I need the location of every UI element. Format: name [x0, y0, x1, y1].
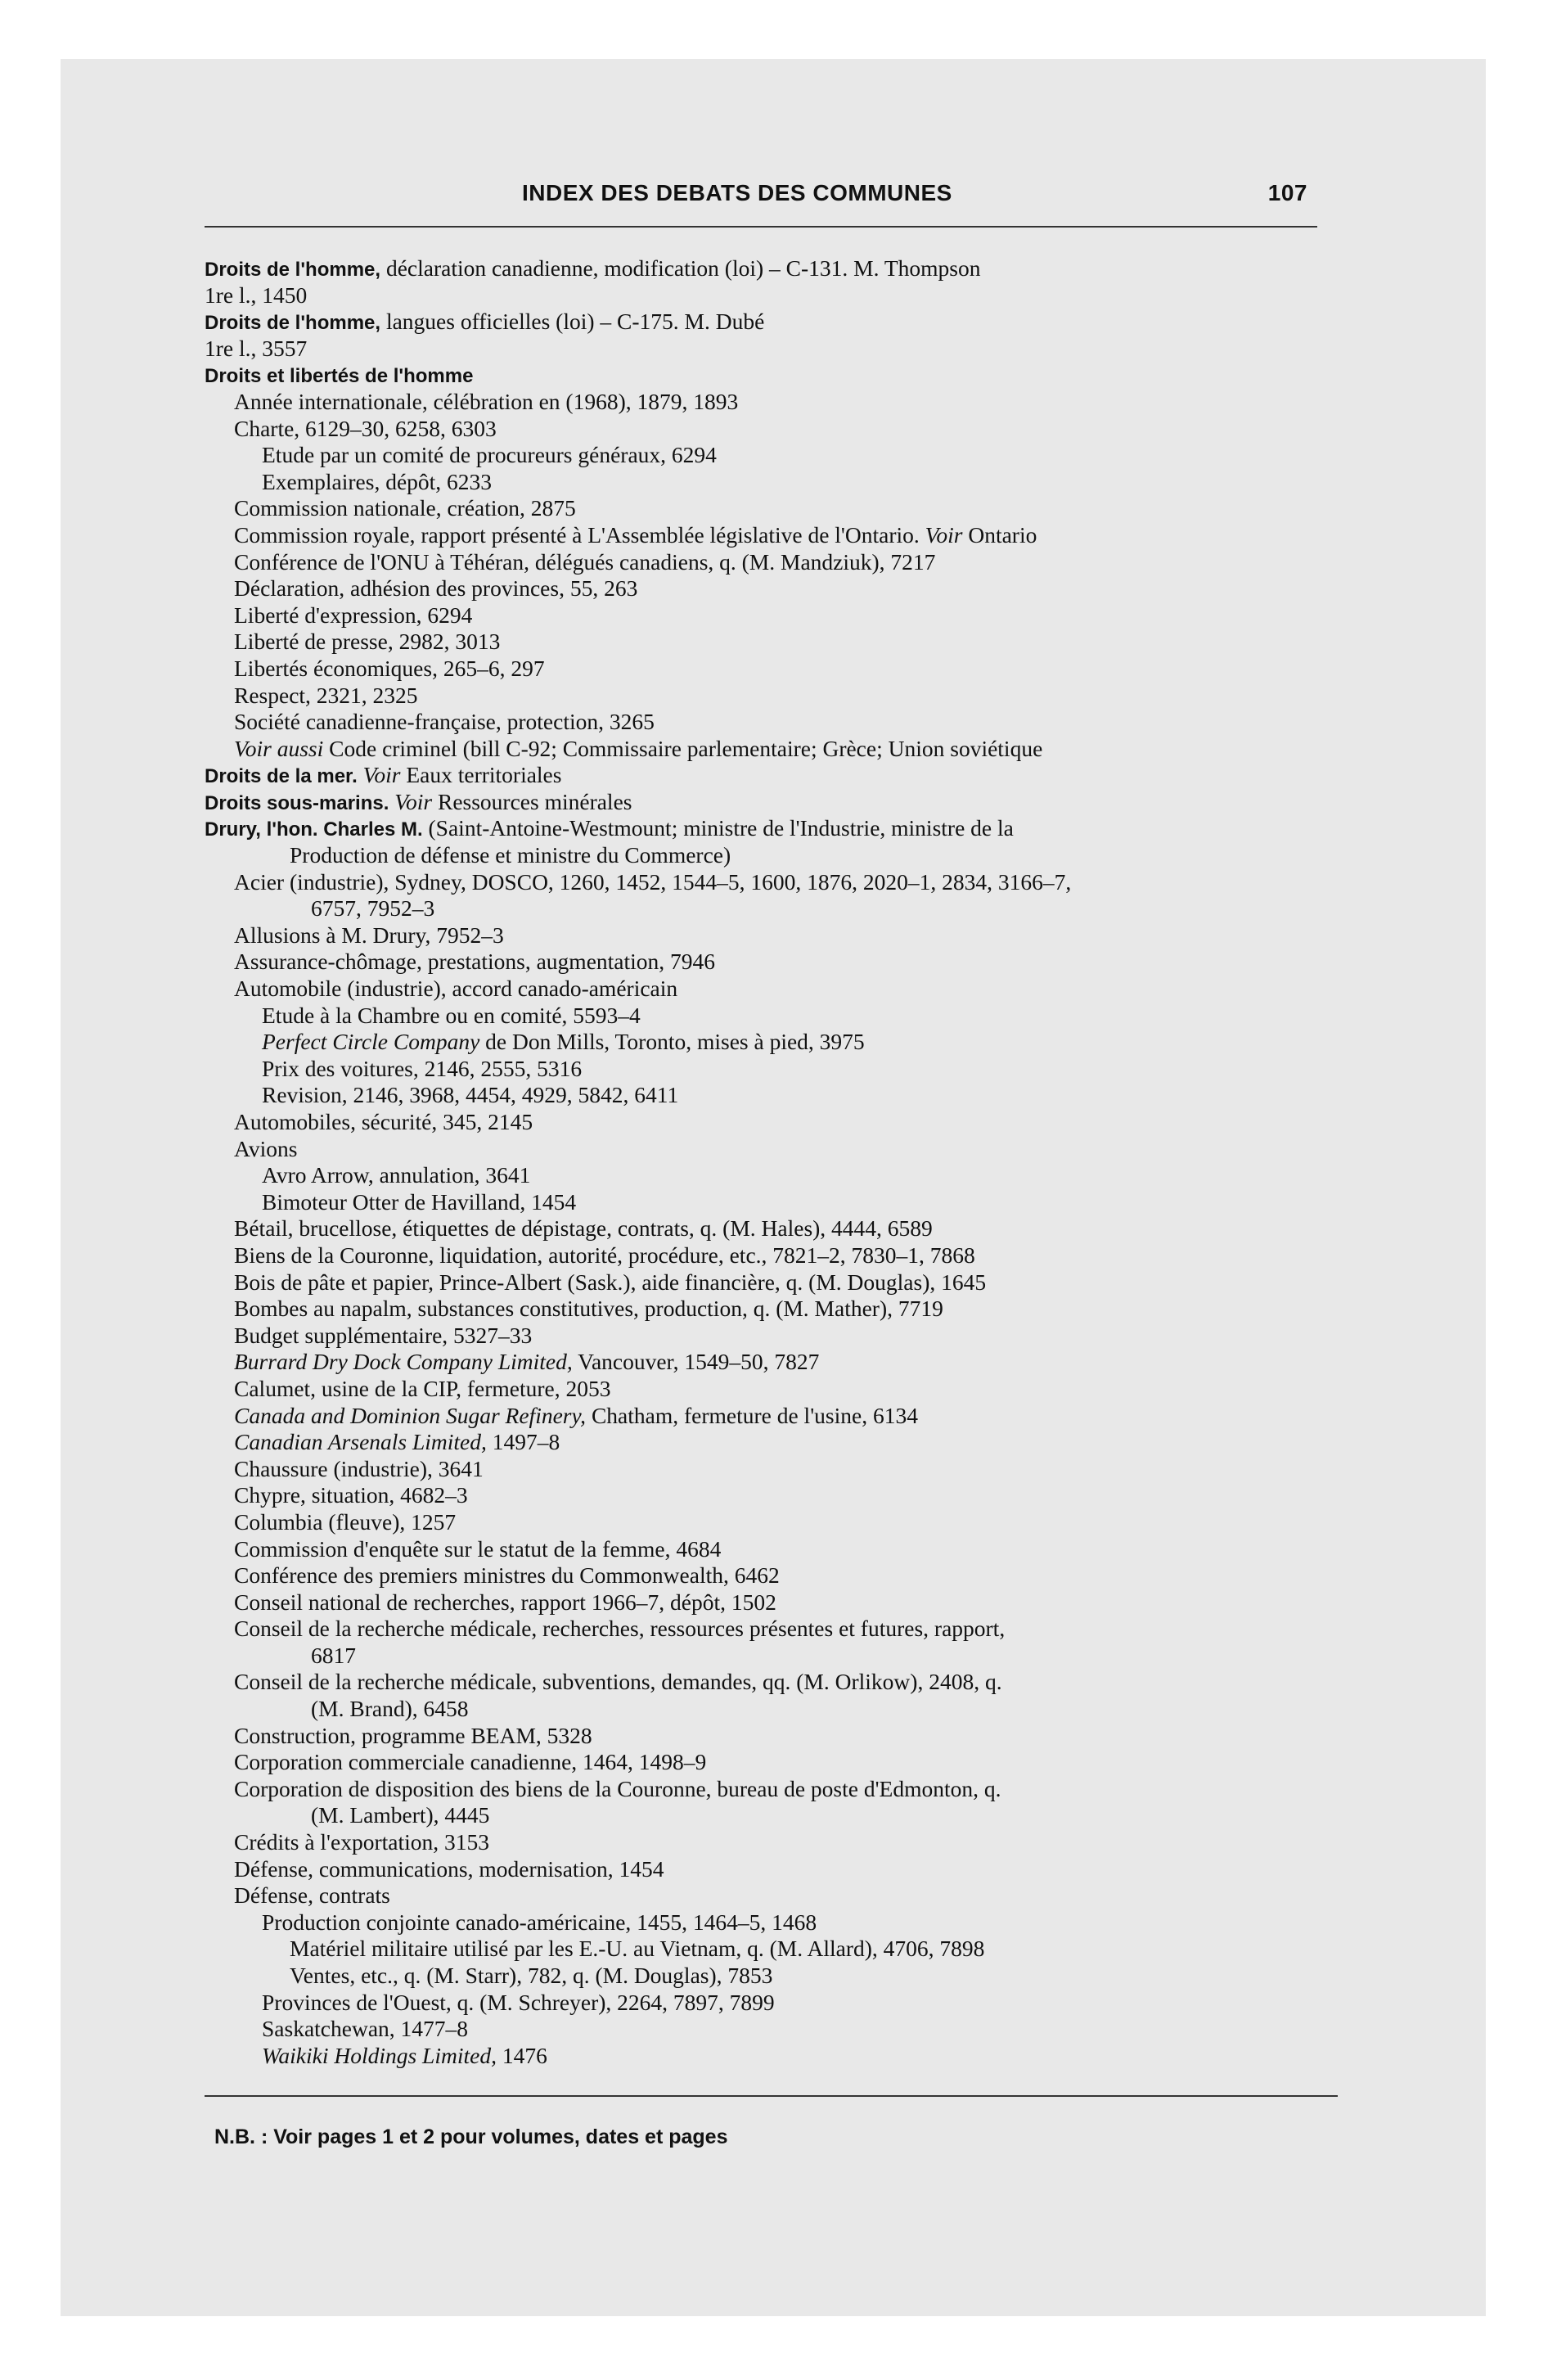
entry-text: Chatham, fermeture de l'usine, 6134	[586, 1402, 918, 1428]
entry-text: Corporation de disposition des biens de la Couronne, bureau de poste d'Edmonton, q.	[234, 1775, 1001, 1801]
index-entry-line	[205, 976, 1342, 1003]
entry-text: Columbia (fleuve), 1257	[234, 1508, 457, 1535]
entry-text: Conférence des premiers ministres du Commonwealth, 6462	[234, 1562, 780, 1589]
index-entry-line	[205, 895, 1342, 922]
index-entries	[205, 255, 1342, 2069]
index-entry-line	[205, 1269, 1342, 1296]
index-entry-line	[205, 1376, 1342, 1403]
entry-text: Acier (industrie), Sydney, DOSCO, 1260, 1452, 1544–5, 1600, 1876, 2020–1, 2834, 3166–7,	[234, 868, 1072, 895]
entry-text: Allusions à M. Drury, 7952–3	[234, 922, 504, 948]
index-entry-line	[205, 255, 1342, 282]
index-entry-line	[205, 1562, 1342, 1589]
entry-text: 1497–8	[486, 1429, 560, 1455]
index-entry-line	[205, 1029, 1342, 1056]
entry-text: 6757, 7952–3	[311, 895, 435, 922]
entry-heading: Droits et libertés de l'homme	[205, 365, 474, 388]
entry-text: de Don Mills, Toronto, mises à pied, 3975	[479, 1029, 865, 1055]
entry-italic-text: Voir aussi	[234, 735, 324, 761]
entry-text: Année internationale, célébration en (1968), 1879, 1893	[234, 388, 739, 414]
entry-text: Charte, 6129–30, 6258, 6303	[234, 415, 497, 441]
index-entry-line	[205, 1296, 1342, 1323]
index-entry-line	[205, 842, 1342, 869]
entry-text: Crédits à l'exportation, 3153	[234, 1829, 489, 1855]
index-entry-line	[205, 922, 1342, 949]
entry-text: Commission d'enquête sur le statut de la femme, 4684	[234, 1535, 722, 1562]
index-entry-line	[205, 336, 1342, 363]
index-entry-line	[205, 949, 1342, 976]
index-entry-line	[205, 1589, 1342, 1616]
entry-text: langues officielles (loi) – C-175. M. Dubé	[380, 309, 765, 335]
index-entry-line	[205, 1723, 1342, 1750]
entry-text: Chypre, situation, 4682–3	[234, 1482, 468, 1508]
index-entry-line	[205, 362, 1342, 389]
index-entry-line	[205, 1349, 1342, 1376]
entry-text: Conseil national de recherches, rapport 1966–7, dépôt, 1502	[234, 1589, 776, 1615]
entry-text: Calumet, usine de la CIP, fermeture, 2053	[234, 1375, 611, 1401]
header-rule	[205, 226, 1317, 228]
page-header	[522, 180, 1307, 213]
index-entry-line	[205, 762, 1342, 789]
entry-heading: Drury, l'hon. Charles M.	[205, 818, 423, 841]
entry-heading: Droits de l'homme,	[205, 259, 381, 281]
entry-text: Ventes, etc., q. (M. Starr), 782, q. (M. Douglas), 7853	[290, 1963, 773, 1988]
index-entry-line	[205, 442, 1342, 469]
index-entry-line	[205, 1909, 1342, 1936]
index-entry-line	[205, 1536, 1342, 1563]
index-entry-line	[205, 1990, 1342, 2017]
entry-italic-text: Canada and Dominion Sugar Refinery,	[234, 1402, 587, 1428]
entry-italic-text: Burrard Dry Dock Company Limited,	[234, 1349, 573, 1375]
entry-text: Conseil de la recherche médicale, recherches, ressources présentes et futures, rapport,	[234, 1616, 1006, 1642]
entry-text: Défense, communications, modernisation, 1454	[234, 1855, 664, 1882]
page-number: 107	[1267, 180, 1307, 205]
entry-text: Production conjointe canado-américaine, 1455, 1464–5, 1468	[262, 1909, 817, 1935]
index-entry-line	[205, 709, 1342, 736]
index-entry-line	[205, 869, 1342, 896]
entry-italic-text: Voir	[394, 788, 433, 814]
index-entry-line	[205, 1189, 1342, 1216]
index-entry-line	[205, 1616, 1342, 1643]
entry-text: Société canadienne-française, protection, 3265	[234, 709, 655, 735]
entry-text: Saskatchewan, 1477–8	[262, 2016, 469, 2042]
entry-text: Bombes au napalm, substances constitutives, production, q. (M. Mather), 7719	[234, 1296, 943, 1322]
index-entry-line	[205, 1215, 1342, 1242]
index-entry-line	[205, 1109, 1342, 1136]
entry-text: Etude à la Chambre ou en comité, 5593–4	[262, 1002, 641, 1028]
entry-text: (Saint-Antoine-Westmount; ministre de l'Industrie, ministre de la	[422, 815, 1014, 841]
entry-text: Chaussure (industrie), 3641	[234, 1455, 484, 1481]
index-entry-line	[205, 1829, 1342, 1856]
entry-text: Libertés économiques, 265–6, 297	[234, 655, 545, 681]
index-entry-line	[205, 1696, 1342, 1723]
entry-text: Bétail, brucellose, étiquettes de dépistage, contrats, q. (M. Hales), 4444, 6589	[234, 1215, 933, 1242]
index-entry-line	[205, 1856, 1342, 1883]
index-entry-line	[205, 469, 1342, 496]
index-entry-line	[205, 416, 1342, 443]
entry-text: Avions	[234, 1135, 298, 1161]
index-entry-line	[205, 1509, 1342, 1536]
index-entry-line	[205, 2043, 1342, 2070]
entry-italic-text: Voir	[925, 521, 963, 548]
index-entry-line	[205, 309, 1342, 336]
entry-text: Matériel militaire utilisé par les E.-U. au Vietnam, q. (M. Allard), 4706, 7898	[290, 1936, 985, 1962]
entry-text: déclaration canadienne, modification (loi) – C-131. M. Thompson	[380, 255, 981, 281]
entry-text: Automobiles, sécurité, 345, 2145	[234, 1109, 533, 1134]
entry-text: Respect, 2321, 2325	[234, 682, 418, 708]
entry-italic-text: Voir	[362, 762, 401, 788]
index-entry-line	[205, 1882, 1342, 1909]
entry-text: Automobile (industrie), accord canado-américain	[234, 976, 678, 1002]
entry-text: Vancouver, 1549–50, 7827	[572, 1349, 820, 1375]
index-entry-line	[205, 629, 1342, 656]
entry-text: 1476	[496, 2042, 547, 2068]
entry-text: Liberté de presse, 2982, 3013	[234, 629, 501, 655]
entry-text: Déclaration, adhésion des provinces, 55, 263	[234, 575, 638, 602]
entry-text: Production de défense et ministre du Commerce)	[290, 842, 731, 868]
entry-text: Revision, 2146, 3968, 4454, 4929, 5842, 6411	[262, 1082, 679, 1108]
index-entry-line	[205, 1323, 1342, 1350]
entry-text: 6817	[311, 1642, 356, 1668]
entry-text	[358, 762, 363, 787]
index-entry-line	[205, 1056, 1342, 1083]
entry-text: Conseil de la recherche médicale, subventions, demandes, qq. (M. Orlikow), 2408, q.	[234, 1669, 1002, 1695]
index-entry-line	[205, 602, 1342, 629]
entry-text: Provinces de l'Ouest, q. (M. Schreyer), 2264, 7897, 7899	[262, 1989, 775, 2015]
entry-italic-text: Canadian Arsenals Limited,	[234, 1429, 487, 1455]
entry-text: Défense, contrats	[234, 1882, 390, 1909]
index-entry-line	[205, 549, 1342, 576]
entry-italic-text: Waikiki Holdings Limited,	[262, 2042, 497, 2068]
entry-heading: Droits de la mer.	[205, 765, 358, 788]
entry-heading: Droits sous-marins.	[205, 791, 389, 814]
entry-text: Commission nationale, création, 2875	[234, 495, 576, 521]
index-entry-line	[205, 2016, 1342, 2043]
entry-text: Bimoteur Otter de Havilland, 1454	[262, 1188, 577, 1215]
entry-text: Budget supplémentaire, 5327–33	[234, 1322, 533, 1348]
index-entry-line	[205, 1643, 1342, 1670]
index-entry-line	[205, 815, 1342, 842]
entry-text: Assurance-chômage, prestations, augmentation, 7946	[234, 949, 716, 975]
entry-text: Commission royale, rapport présenté à L'Assemblée législative de l'Ontario.	[234, 521, 925, 548]
entry-heading: Droits de l'homme,	[205, 312, 381, 335]
entry-text: Etude par un comité de procureurs généraux, 6294	[262, 442, 717, 468]
index-entry-line	[205, 1456, 1342, 1483]
footer-rule	[205, 2095, 1338, 2097]
entry-text: Conférence de l'ONU à Téhéran, délégués canadiens, q. (M. Mandziuk), 7217	[234, 548, 936, 575]
entry-text: Biens de la Couronne, liquidation, autorité, procédure, etc., 7821–2, 7830–1, 7868	[234, 1242, 975, 1268]
index-entry-line	[205, 522, 1342, 549]
index-entry-line	[205, 1429, 1342, 1456]
index-entry-line	[205, 736, 1342, 763]
index-entry-line	[205, 1669, 1342, 1696]
entry-text: Prix des voitures, 2146, 2555, 5316	[262, 1055, 583, 1081]
index-entry-line	[205, 1749, 1342, 1776]
index-entry-line	[205, 1776, 1342, 1803]
index-entry-line	[205, 1802, 1342, 1829]
index-entry-line	[205, 1082, 1342, 1109]
entry-text: Ontario	[962, 521, 1037, 548]
entry-text: Construction, programme BEAM, 5328	[234, 1722, 592, 1748]
index-entry-line	[205, 1162, 1342, 1189]
index-entry-line	[205, 1482, 1342, 1509]
entry-text: Ressources minérales	[432, 788, 632, 814]
entry-text: Liberté d'expression, 6294	[234, 602, 473, 628]
entry-text: Code criminel (bill C-92; Commissaire parlementaire; Grèce; Union soviétique	[323, 735, 1043, 761]
index-entry-line	[205, 1136, 1342, 1163]
entry-text: Bois de pâte et papier, Prince-Albert (Sask.), aide financière, q. (M. Douglas), 1645	[234, 1269, 987, 1295]
index-entry-line	[205, 1242, 1342, 1269]
index-entry-line	[205, 1963, 1342, 1990]
entry-text: (M. Brand), 6458	[311, 1696, 469, 1722]
entry-text: 1re l., 3557	[205, 335, 308, 361]
index-entry-line	[205, 1936, 1342, 1963]
index-entry-line	[205, 683, 1342, 710]
index-entry-line	[205, 282, 1342, 309]
footer-note: N.B. : Voir pages 1 et 2 pour volumes, dates et pages	[214, 2125, 728, 2148]
index-entry-line	[205, 656, 1342, 683]
entry-text: Eaux territoriales	[400, 762, 562, 788]
page-title: INDEX DES DEBATS DES COMMUNES	[522, 180, 952, 205]
entry-italic-text: Perfect Circle Company	[262, 1029, 480, 1055]
index-entry-line	[205, 495, 1342, 522]
entry-text: Corporation commerciale canadienne, 1464, 1498–9	[234, 1749, 707, 1775]
index-entry-line	[205, 789, 1342, 816]
entry-text: Avro Arrow, annulation, 3641	[262, 1162, 531, 1188]
index-entry-line	[205, 1403, 1342, 1430]
index-entry-line	[205, 575, 1342, 602]
entry-text: 1re l., 1450	[205, 282, 308, 308]
entry-text: Exemplaires, dépôt, 6233	[262, 468, 493, 494]
index-entry-line	[205, 1003, 1342, 1030]
entry-text: (M. Lambert), 4445	[311, 1802, 490, 1828]
index-entry-line	[205, 389, 1342, 416]
